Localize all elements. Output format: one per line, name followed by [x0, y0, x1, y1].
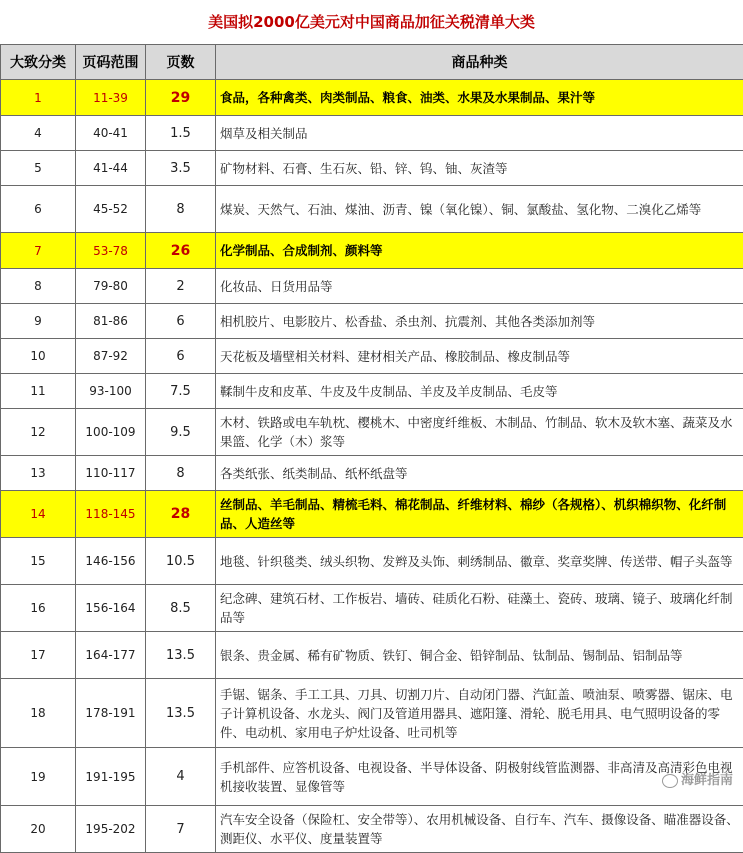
cell-page-range: 195-202	[76, 806, 146, 853]
cell-page-range: 110-117	[76, 456, 146, 491]
cell-goods: 丝制品、羊毛制品、精梳毛料、棉花制品、纤维材料、棉纱（各规格）、机织棉织物、化纤制品、人造丝等	[216, 491, 743, 538]
cell-category: 7	[1, 233, 76, 269]
cell-category: 9	[1, 304, 76, 339]
cell-goods: 银条、贵金属、稀有矿物质、铁钉、铜合金、铅锌制品、钛制品、锡制品、铝制品等	[216, 632, 743, 679]
cell-page-count: 1.5	[146, 116, 216, 151]
cell-page-count: 3.5	[146, 151, 216, 186]
cell-page-range: 191-195	[76, 748, 146, 806]
watermark	[662, 769, 733, 788]
cell-page-count: 13.5	[146, 679, 216, 748]
cell-category: 18	[1, 679, 76, 748]
tariff-table	[0, 44, 743, 853]
cell-page-count: 10.5	[146, 538, 216, 585]
cell-page-count: 8	[146, 456, 216, 491]
cell-category: 13	[1, 456, 76, 491]
cell-category: 20	[1, 806, 76, 853]
header-goods: 商品种类	[216, 45, 743, 80]
cell-category: 1	[1, 80, 76, 116]
cell-page-range: 178-191	[76, 679, 146, 748]
table-row	[1, 632, 743, 679]
cell-goods: 化学制品、合成制剂、颜料等	[216, 233, 743, 269]
cell-category: 16	[1, 585, 76, 632]
cell-page-range: 93-100	[76, 374, 146, 409]
cell-goods: 手机部件、应答机设备、电视设备、半导体设备、阴极射线管监测器、非高清及高清彩色电视机接收装置、显像管等	[216, 748, 743, 806]
cell-page-count: 26	[146, 233, 216, 269]
header-page-count: 页数	[146, 45, 216, 80]
cell-goods: 鞣制牛皮和皮革、牛皮及牛皮制品、羊皮及羊皮制品、毛皮等	[216, 374, 743, 409]
cell-category: 14	[1, 491, 76, 538]
cell-page-count: 6	[146, 304, 216, 339]
cell-page-range: 53-78	[76, 233, 146, 269]
table-row	[1, 679, 743, 748]
table-row	[1, 585, 743, 632]
cell-page-count: 6	[146, 339, 216, 374]
cell-goods: 纪念碑、建筑石材、工作板岩、墙砖、硅质化石粉、硅藻土、瓷砖、玻璃、镜子、玻璃化纤制品等	[216, 585, 743, 632]
table-row	[1, 748, 743, 806]
cell-page-count: 9.5	[146, 409, 216, 456]
cell-goods: 各类纸张、纸类制品、纸杯纸盘等	[216, 456, 743, 491]
cell-page-count: 8	[146, 186, 216, 233]
cell-page-count: 8.5	[146, 585, 216, 632]
cell-page-count: 28	[146, 491, 216, 538]
cell-category: 12	[1, 409, 76, 456]
cell-goods: 化妆品、日货用品等	[216, 269, 743, 304]
cell-goods: 食品，各种禽类、肉类制品、粮食、油类、水果及水果制品、果汁等	[216, 80, 743, 116]
table-row	[1, 151, 743, 186]
table-row	[1, 339, 743, 374]
cell-category: 8	[1, 269, 76, 304]
page-title: 美国拟2000亿美元对中国商品加征关税清单大类	[0, 0, 743, 44]
cell-goods: 烟草及相关制品	[216, 116, 743, 151]
header-category: 大致分类	[1, 45, 76, 80]
cell-category: 11	[1, 374, 76, 409]
cell-page-range: 81-86	[76, 304, 146, 339]
cell-page-range: 118-145	[76, 491, 146, 538]
table-row	[1, 409, 743, 456]
cell-category: 10	[1, 339, 76, 374]
table-body	[1, 80, 743, 853]
cell-category: 19	[1, 748, 76, 806]
cell-goods: 相机胶片、电影胶片、松香盐、杀虫剂、抗震剂、其他各类添加剂等	[216, 304, 743, 339]
cell-goods: 木材、铁路或电车轨枕、樱桃木、中密度纤维板、木制品、竹制品、软木及软木塞、蔬菜及水果篮、化学（木）浆等	[216, 409, 743, 456]
wechat-icon	[662, 774, 678, 788]
cell-category: 5	[1, 151, 76, 186]
table-row	[1, 186, 743, 233]
cell-page-count: 4	[146, 748, 216, 806]
table-row	[1, 456, 743, 491]
cell-goods: 手锯、锯条、手工工具、刀具、切割刀片、自动闭门器、汽缸盖、喷油泵、喷雾器、锯床、电子计算机设备、水龙头、阀门及管道用器具、遮阳篷、滑轮、脱毛用具、电气照明设备的零件、电动机、家用电子炉灶设备、吐司机等	[216, 679, 743, 748]
cell-page-range: 11-39	[76, 80, 146, 116]
cell-category: 15	[1, 538, 76, 585]
table-row	[1, 304, 743, 339]
cell-page-range: 146-156	[76, 538, 146, 585]
cell-page-range: 41-44	[76, 151, 146, 186]
cell-page-range: 87-92	[76, 339, 146, 374]
cell-goods: 煤炭、天然气、石油、煤油、沥青、镍（氧化镍）、铜、氯酸盐、氢化物、二溴化乙烯等	[216, 186, 743, 233]
cell-category: 17	[1, 632, 76, 679]
table-row	[1, 116, 743, 151]
table-row	[1, 491, 743, 538]
table-row	[1, 538, 743, 585]
cell-page-range: 40-41	[76, 116, 146, 151]
cell-page-count: 13.5	[146, 632, 216, 679]
cell-category: 4	[1, 116, 76, 151]
cell-goods: 汽车安全设备（保险杠、安全带等）、农用机械设备、自行车、汽车、摄像设备、瞄准器设备、测距仪、水平仪、度量装置等	[216, 806, 743, 853]
cell-goods: 地毯、针织毯类、绒头织物、发辫及头饰、刺绣制品、徽章、奖章奖牌、传送带、帽子头盔等	[216, 538, 743, 585]
cell-category: 6	[1, 186, 76, 233]
table-row	[1, 374, 743, 409]
table-row	[1, 269, 743, 304]
table-row	[1, 806, 743, 853]
cell-page-count: 29	[146, 80, 216, 116]
cell-goods: 天花板及墙壁相关材料、建材相关产品、橡胶制品、橡皮制品等	[216, 339, 743, 374]
cell-page-count: 7	[146, 806, 216, 853]
cell-page-range: 164-177	[76, 632, 146, 679]
cell-page-range: 79-80	[76, 269, 146, 304]
cell-goods: 矿物材料、石膏、生石灰、铅、锌、钨、铀、灰渣等	[216, 151, 743, 186]
cell-page-count: 7.5	[146, 374, 216, 409]
cell-page-range: 45-52	[76, 186, 146, 233]
cell-page-count: 2	[146, 269, 216, 304]
cell-page-range: 100-109	[76, 409, 146, 456]
header-page-range: 页码范围	[76, 45, 146, 80]
cell-page-range: 156-164	[76, 585, 146, 632]
header-row	[1, 45, 743, 80]
table-row	[1, 233, 743, 269]
watermark-text: 海鲜指南	[681, 773, 733, 788]
table-row	[1, 80, 743, 116]
